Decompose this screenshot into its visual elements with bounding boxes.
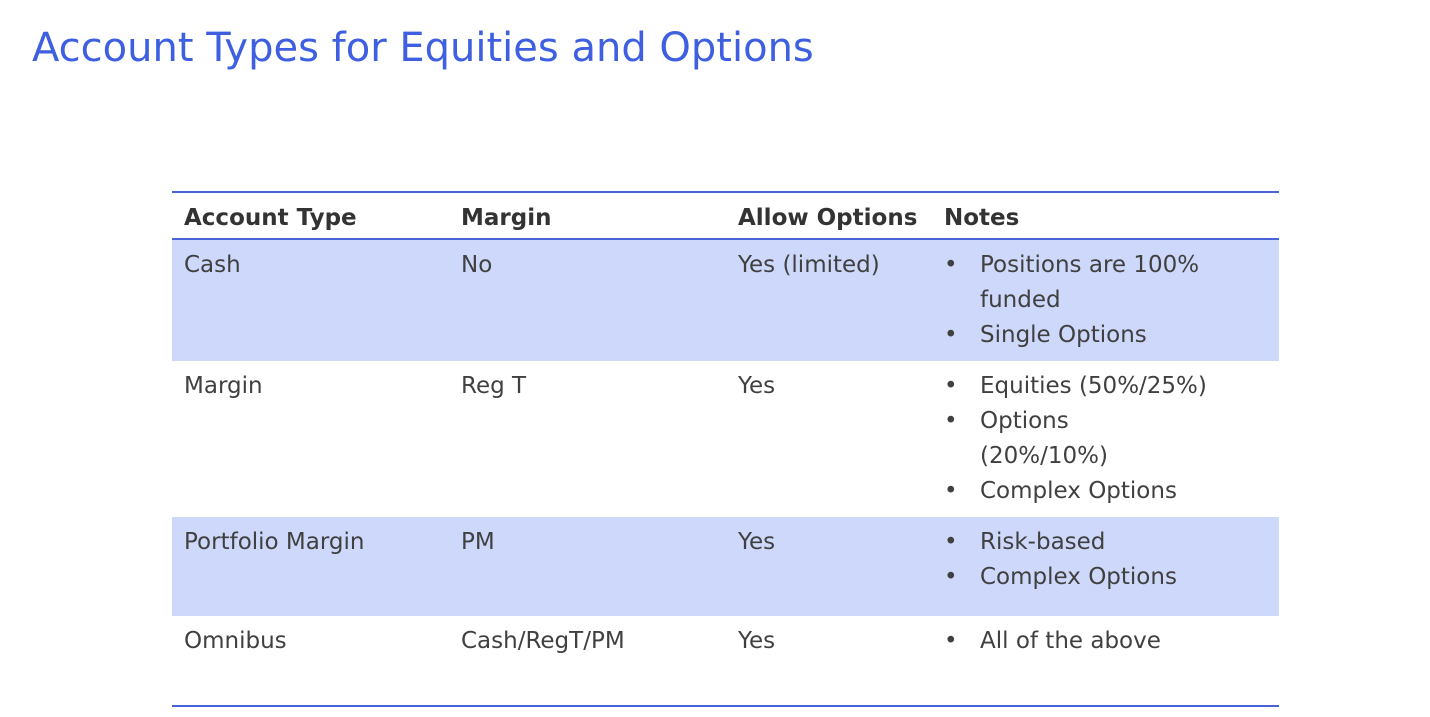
- account-types-table: [172, 191, 1279, 707]
- note-text: Positions are 100% funded: [980, 252, 1200, 313]
- note-item: [944, 624, 1271, 659]
- bullet-icon: •: [944, 252, 958, 278]
- note-item: [944, 404, 1271, 474]
- header-notes: Notes: [932, 193, 1279, 239]
- cell-account-type: Omnibus: [184, 628, 287, 654]
- slide-title: Account Types for Equities and Options: [32, 25, 814, 71]
- note-item: [944, 474, 1271, 509]
- note-text: Complex Options: [980, 564, 1177, 590]
- note-item: [944, 560, 1271, 595]
- table-row: [172, 239, 1279, 361]
- bullet-icon: •: [944, 408, 958, 434]
- cell-allow-options: Yes: [738, 628, 776, 654]
- cell-margin: No: [449, 239, 726, 361]
- table: [172, 193, 1279, 717]
- notes-list: [944, 248, 1271, 353]
- note-text: Options (20%/10%): [980, 408, 1108, 469]
- bullet-icon: •: [944, 628, 958, 654]
- note-text: All of the above: [980, 628, 1161, 654]
- table-row: [172, 517, 1279, 616]
- notes-list: [944, 525, 1271, 595]
- cell-account-type: Cash: [172, 239, 449, 361]
- cell-margin: PM: [449, 517, 726, 616]
- table-row: [172, 361, 1279, 517]
- note-text: Risk-based: [980, 529, 1106, 555]
- note-text: Complex Options: [980, 478, 1177, 504]
- bullet-icon: •: [944, 529, 958, 555]
- cell-margin: Cash/RegT/PM: [461, 628, 625, 654]
- cell-notes: [932, 239, 1279, 361]
- cell-allow-options: Yes: [738, 373, 776, 399]
- cell-margin: Reg T: [461, 373, 527, 399]
- bullet-icon: •: [944, 373, 958, 399]
- header-margin: Margin: [449, 193, 726, 239]
- cell-account-type: Margin: [184, 373, 263, 399]
- note-item: [944, 248, 1271, 318]
- cell-notes: [932, 616, 1279, 717]
- table-row: [172, 616, 1279, 717]
- header-account-type: Account Type: [172, 193, 449, 239]
- note-item: [944, 369, 1271, 404]
- note-text: Single Options: [980, 322, 1147, 348]
- bullet-icon: •: [944, 564, 958, 590]
- note-item: [944, 318, 1271, 353]
- notes-list: [944, 624, 1271, 659]
- note-item: [944, 525, 1271, 560]
- table-header-row: [172, 193, 1279, 239]
- cell-account-type: Portfolio Margin: [172, 517, 449, 616]
- cell-allow-options: Yes (limited): [726, 239, 932, 361]
- cell-notes: [932, 517, 1279, 616]
- bullet-icon: •: [944, 322, 958, 348]
- notes-list: [944, 369, 1271, 509]
- cell-notes: [932, 361, 1279, 517]
- header-allow-options: Allow Options: [726, 193, 932, 239]
- note-text: Equities (50%/25%): [980, 373, 1207, 399]
- bullet-icon: •: [944, 478, 958, 504]
- cell-allow-options: Yes: [726, 517, 932, 616]
